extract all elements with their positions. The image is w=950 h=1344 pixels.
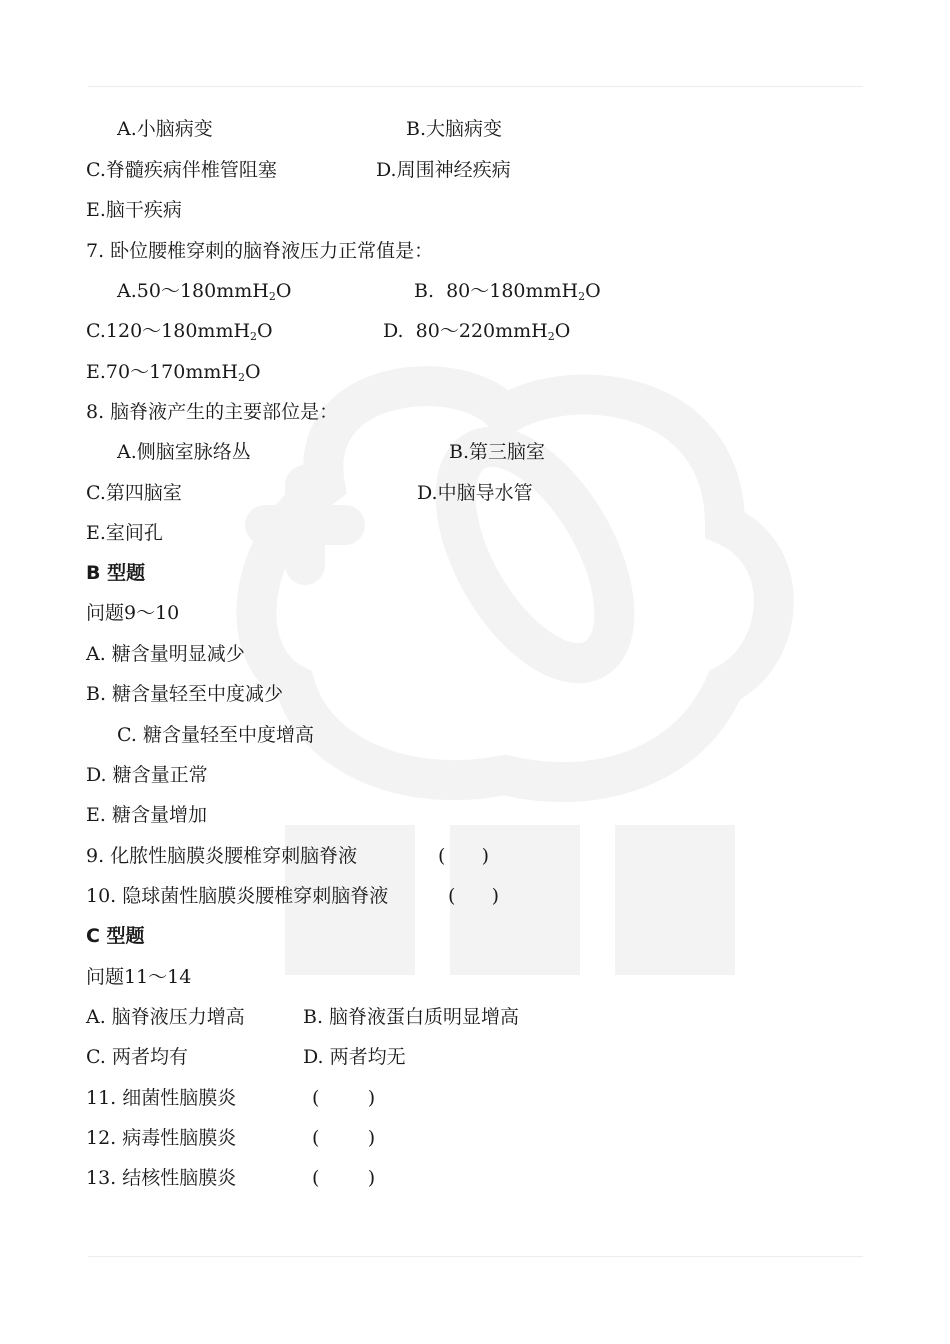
q6-option-e: E.脑干疾病 <box>86 199 182 221</box>
q9-answer-blank: ( ) <box>438 845 490 867</box>
section-b-option-e: E. 糖含量增加 <box>86 804 207 826</box>
section-c-option-c: C. 两者均有 <box>86 1046 188 1068</box>
section-c-group: 问题11～14 <box>86 966 192 988</box>
q7-option-a: A.50～180mmH$_2$O <box>117 280 292 303</box>
q8-stem: 8. 脑脊液产生的主要部位是： <box>86 401 339 423</box>
q8-option-e: E.室间孔 <box>86 522 163 544</box>
q12-answer-blank: ( ) <box>312 1127 376 1149</box>
section-b-option-a: A. 糖含量明显减少 <box>86 643 245 665</box>
q6-option-b: B.大脑病变 <box>406 118 503 140</box>
section-b-heading: B 型题 <box>86 562 146 584</box>
section-b-option-d: D. 糖含量正常 <box>86 764 208 786</box>
section-c-option-b: B. 脑脊液蛋白质明显增高 <box>303 1006 520 1028</box>
q11-stem: 11. 细菌性脑膜炎 <box>86 1087 237 1109</box>
section-c-option-a: A. 脑脊液压力增高 <box>86 1006 245 1028</box>
q9-stem: 9. 化脓性脑膜炎腰椎穿刺脑脊液 <box>86 845 358 867</box>
footer-divider <box>88 1256 863 1257</box>
q8-option-c: C.第四脑室 <box>86 482 182 504</box>
q8-option-a: A.侧脑室脉络丛 <box>117 441 251 463</box>
q6-option-a: A.小脑病变 <box>117 118 213 140</box>
q6-option-d: D.周围神经疾病 <box>376 159 511 181</box>
q8-option-b: B.第三脑室 <box>449 441 546 463</box>
q10-stem: 10. 隐球菌性脑膜炎腰椎穿刺脑脊液 <box>86 885 389 907</box>
q8-option-d: D.中脑导水管 <box>417 482 533 504</box>
q7-option-e: E.70～170mmH$_2$O <box>86 361 261 384</box>
q7-stem: 7. 卧位腰椎穿刺的脑脊液压力正常值是： <box>86 240 434 262</box>
header-divider <box>88 86 863 87</box>
q6-option-c: C.脊髓疾病伴椎管阻塞 <box>86 159 277 181</box>
section-c-option-d: D. 两者均无 <box>303 1046 406 1068</box>
q13-stem: 13. 结核性脑膜炎 <box>86 1167 237 1189</box>
section-b-option-c: C. 糖含量轻至中度增高 <box>117 724 314 746</box>
section-b-group: 问题9～10 <box>86 602 180 624</box>
section-c-heading: C 型题 <box>86 925 145 947</box>
q13-answer-blank: ( ) <box>312 1167 376 1189</box>
q7-option-c: C.120～180mmH$_2$O <box>86 320 273 343</box>
section-b-option-b: B. 糖含量轻至中度减少 <box>86 683 284 705</box>
q10-answer-blank: ( ) <box>448 885 500 907</box>
q7-option-d: D. 80～220mmH$_2$O <box>383 320 571 343</box>
q11-answer-blank: ( ) <box>312 1087 376 1109</box>
q12-stem: 12. 病毒性脑膜炎 <box>86 1127 237 1149</box>
q7-option-b: B. 80～180mmH$_2$O <box>414 280 601 303</box>
